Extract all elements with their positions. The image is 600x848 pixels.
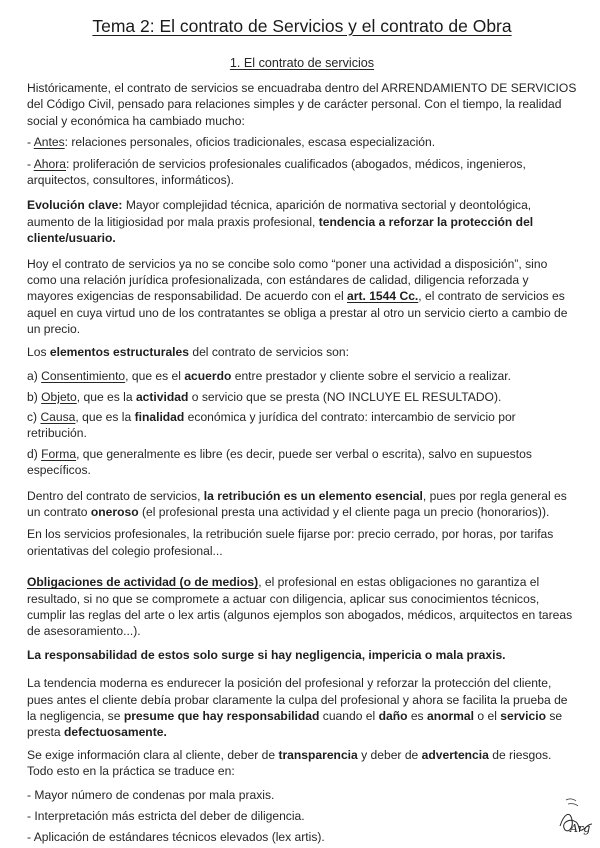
ahora-text: : proliferación de servicios profesionales cualificados (abogados, médicos, ingenieros, arquitectos, consultores, informáticos). bbox=[27, 156, 526, 188]
elemento-label: Objeto bbox=[41, 389, 77, 404]
elemento-prefix: c) bbox=[27, 409, 41, 424]
antes-label: Antes bbox=[33, 135, 65, 150]
elemento-objeto bbox=[27, 389, 577, 405]
elemento-text: económica y jurídica del contrato: intercambio de servicio por retribución. bbox=[27, 409, 516, 441]
elemento-causa bbox=[27, 409, 577, 442]
obligaciones-paragraph bbox=[27, 574, 577, 640]
elementos-intro-pre: Los bbox=[27, 344, 50, 359]
tendencia-text: es bbox=[407, 709, 427, 723]
elemento-text: , que es el bbox=[125, 369, 185, 384]
tendencia-bold: daño bbox=[378, 709, 408, 723]
tarifas-paragraph: En los servicios profesionales, la retribución suele fijarse por: precio cerrado, por horas, por tarifas orientativas del colegio profesional... bbox=[27, 527, 554, 558]
obligaciones-text: , el profesional en estas obligaciones no garantiza el resultado, si no que se compromete a actuar con diligencia, aplicar sus conocimientos técnicos, cumplir las reglas del arte o lex artis (algunos ejemplos son abogados, médicos, arquitectos en tareas de asesoramiento...). bbox=[27, 575, 573, 639]
retribucion-paragraph bbox=[27, 488, 577, 521]
elemento-text: , que es la bbox=[75, 409, 135, 424]
elemento-forma bbox=[27, 446, 577, 479]
page-title: Tema 2: El contrato de Servicios y el contrato de Obra bbox=[92, 16, 512, 36]
informacion-text: Se exige información clara al cliente, deber de bbox=[27, 747, 279, 762]
informacion-text: de riesgos. bbox=[488, 747, 552, 762]
tendencia-bold: anormal bbox=[426, 709, 475, 723]
elemento-bold: finalidad bbox=[134, 409, 185, 424]
retribucion-text: Dentro del contrato de servicios, bbox=[27, 488, 204, 503]
elemento-text: entre prestador y cliente sobre el servicio a realizar. bbox=[231, 369, 512, 384]
informacion-text: y deber de bbox=[357, 747, 422, 762]
tendencia-text: se presta bbox=[27, 709, 563, 740]
tendencia-text: cuando el bbox=[319, 709, 379, 723]
tendencia-text: La tendencia moderna es endurecer la posición del profesional y reforzar la protección del cliente, pues antes el cliente debía probar claramente la culpa del profesional y ahora se facilita la prueba de la negligencia, se bbox=[27, 676, 568, 723]
elemento-text: o servicio que se presta (NO INCLUYE EL RESULTADO). bbox=[188, 389, 502, 404]
intro-paragraph: Históricamente, el contrato de servicios se encuadraba dentro del ARRENDAMIENTO DE SERVICIOS del Código Civil, pensado para relaciones simples y de carácter personal. Con el tiempo, la realidad social y económica ha cambiado mucho: bbox=[27, 81, 577, 128]
tendencia-bold: presume que hay responsabilidad bbox=[123, 709, 320, 723]
elementos-intro-bold: elementos estructurales bbox=[49, 344, 189, 359]
evolucion-label: Evolución clave: bbox=[27, 198, 123, 213]
elemento-bold: actividad bbox=[135, 389, 189, 404]
elemento-label: Causa bbox=[40, 409, 76, 424]
antes-item: - Antes: relaciones personales, oficios tradicionales, escasa especialización. bbox=[27, 135, 436, 150]
elemento-consentimiento bbox=[27, 368, 577, 384]
concepto-part2: , el contrato de servicios es aquel en cuya virtud uno de los contratantes se obliga a prestar al otro un servicio cierto a cambio de un precio. bbox=[27, 289, 568, 337]
elemento-label: Consentimiento bbox=[41, 369, 126, 384]
retribucion-bold: la retribución es un elemento esencial bbox=[203, 488, 423, 503]
elemento-prefix: a) bbox=[27, 369, 42, 384]
concepto-part1: Hoy el contrato de servicios ya no se concibe solo como “poner una actividad a disposición”, sino como una relación jurídica profesionalizada, con estándares de calidad, diligencia reforzada y mayores exigencias de responsabilidad. De acuerdo con el bbox=[27, 256, 548, 304]
elemento-text: , que es la bbox=[76, 389, 136, 404]
consecuencia-item: - Interpretación más estricta del deber de diligencia. bbox=[27, 809, 305, 824]
elementos-intro bbox=[27, 344, 577, 360]
tendencia-bold: defectuosamente. bbox=[63, 725, 167, 740]
retribucion-bold: oneroso bbox=[90, 504, 139, 519]
ahora-label: Ahora bbox=[33, 156, 67, 171]
elemento-bold: acuerdo bbox=[184, 369, 232, 384]
article-reference: art. 1544 Cc. bbox=[347, 289, 419, 304]
retribucion-text: , pues por regla general es un contrato bbox=[27, 488, 567, 519]
elemento-prefix: b) bbox=[27, 389, 42, 404]
evolucion-paragraph bbox=[27, 197, 577, 246]
antes-text: : relaciones personales, oficios tradicionales, escasa especialización. bbox=[64, 135, 436, 150]
informacion-bold: advertencia bbox=[421, 747, 489, 762]
tendencia-paragraph bbox=[27, 675, 577, 741]
obligaciones-label: Obligaciones de actividad (o de medios) bbox=[27, 575, 259, 590]
consecuencia-item: - Mayor número de condenas por mala praxis. bbox=[27, 787, 275, 802]
elementos-intro-post: del contrato de servicios son: bbox=[189, 344, 349, 359]
section-title: 1. El contrato de servicios bbox=[229, 56, 375, 70]
signature-text: Arg bbox=[570, 822, 591, 835]
practica-line: Todo esto en la práctica se traduce en: bbox=[27, 764, 235, 779]
informacion-paragraph bbox=[27, 747, 577, 763]
tendencia-bold: servicio bbox=[500, 709, 546, 723]
elemento-text: , que generalmente es libre (es decir, puede ser verbal o escrita), salvo en supuestos específicos. bbox=[27, 446, 532, 478]
signature-mark bbox=[556, 796, 596, 840]
evolucion-bold: tendencia a reforzar la protección del cliente/usuario. bbox=[27, 214, 534, 246]
responsabilidad-paragraph bbox=[27, 647, 577, 663]
evolucion-text: Mayor complejidad técnica, aparición de normativa sectorial y deontológica, aumento de la litigiosidad por mala praxis profesional, bbox=[27, 198, 532, 229]
ahora-item: - Ahora: proliferación de servicios profesionales cualificados (abogados, médicos, ingenieros, arquitectos, consultores, informáticos). bbox=[27, 156, 526, 188]
informacion-bold: transparencia bbox=[278, 747, 358, 762]
retribucion-text: (el profesional presta una actividad y el cliente paga un precio (honorarios)). bbox=[138, 504, 550, 519]
concepto-paragraph bbox=[27, 256, 577, 338]
elemento-label: Forma bbox=[41, 446, 77, 461]
responsabilidad-bold: La responsabilidad de estos solo surge si hay negligencia, impericia o mala praxis. bbox=[27, 647, 506, 662]
elemento-prefix: d) bbox=[27, 446, 42, 461]
tendencia-text: o el bbox=[474, 709, 501, 723]
document-page bbox=[27, 14, 577, 846]
consecuencia-item: - Aplicación de estándares técnicos elevados (lex artis). bbox=[27, 830, 325, 845]
